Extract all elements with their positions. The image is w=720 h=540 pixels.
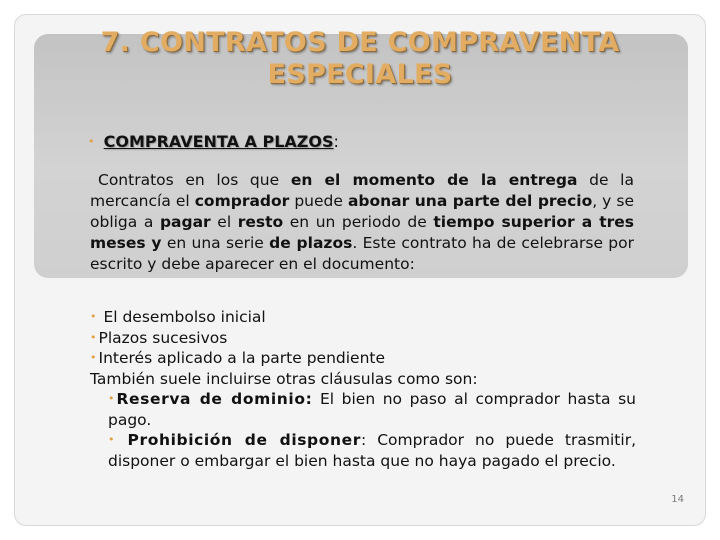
paragraph-text: puede [289, 192, 348, 210]
clause-term: Reserva de dominio: [116, 390, 313, 408]
paragraph-bold: resto [237, 213, 284, 231]
bullet-icon: • [108, 392, 115, 405]
paragraph-bold: abonar una parte del precio [347, 192, 593, 210]
paragraph-text: el [210, 213, 238, 231]
paragraph-bold: de plazos [269, 234, 353, 252]
list-item [90, 307, 636, 328]
section-heading-label: COMPRAVENTA A PLAZOS [103, 132, 334, 151]
bullet-icon: • [108, 433, 115, 446]
paragraph-bold: en el momento de la entrega [290, 171, 578, 189]
section-heading-colon: : [333, 132, 339, 151]
paragraph-text: de la mercancía el [90, 171, 634, 210]
list-item [90, 328, 636, 349]
clause-term: Prohibición de disponer [127, 431, 361, 449]
clause-item [108, 389, 636, 430]
bullet-icon: • [90, 310, 97, 323]
list-item-text: Plazos sucesivos [98, 328, 228, 347]
paragraph-text: en un periodo de [283, 213, 434, 231]
clauses-intro: También suele incluirse otras cláusulas como son: [90, 369, 478, 388]
paragraph-text: Contratos en los que [98, 171, 291, 189]
bullet-icon: • [90, 351, 97, 364]
clause-text: El bien no paso al comprador hasta su pago. [108, 390, 636, 429]
section-heading [88, 132, 339, 152]
paragraph-bold: pagar [159, 213, 211, 231]
bullet-icon: • [90, 330, 97, 344]
list-item-text: Interés aplicado a la parte pendiente [98, 349, 386, 367]
list-item [90, 348, 636, 369]
paragraph-bold: tiempo superior a tres meses y [90, 213, 634, 252]
clauses-list [108, 389, 636, 471]
list-item-text: El desembolso inicial [103, 308, 266, 326]
paragraph-text: , y se obliga a [90, 192, 634, 231]
clause-text: : Comprador no puede trasmitir, disponer o embargar el bien hasta que no haya pagado el precio. [108, 431, 636, 470]
paragraph-bold: comprador [194, 192, 290, 210]
title-line-1: 7. CONTRATOS DE COMPRAVENTA [100, 27, 620, 58]
slide-title [40, 27, 680, 91]
clause-item [108, 430, 636, 471]
bullet-icon: • [88, 135, 95, 148]
definition-paragraph [90, 170, 634, 275]
paragraph-text: . Este contrato ha de celebrarse por escrito y debe aparecer en el documento: [90, 234, 634, 273]
requirements-list [90, 307, 636, 471]
page-number: 14 [671, 494, 684, 505]
paragraph-text: en una serie [161, 234, 270, 252]
title-line-2: ESPECIALES [267, 59, 453, 90]
